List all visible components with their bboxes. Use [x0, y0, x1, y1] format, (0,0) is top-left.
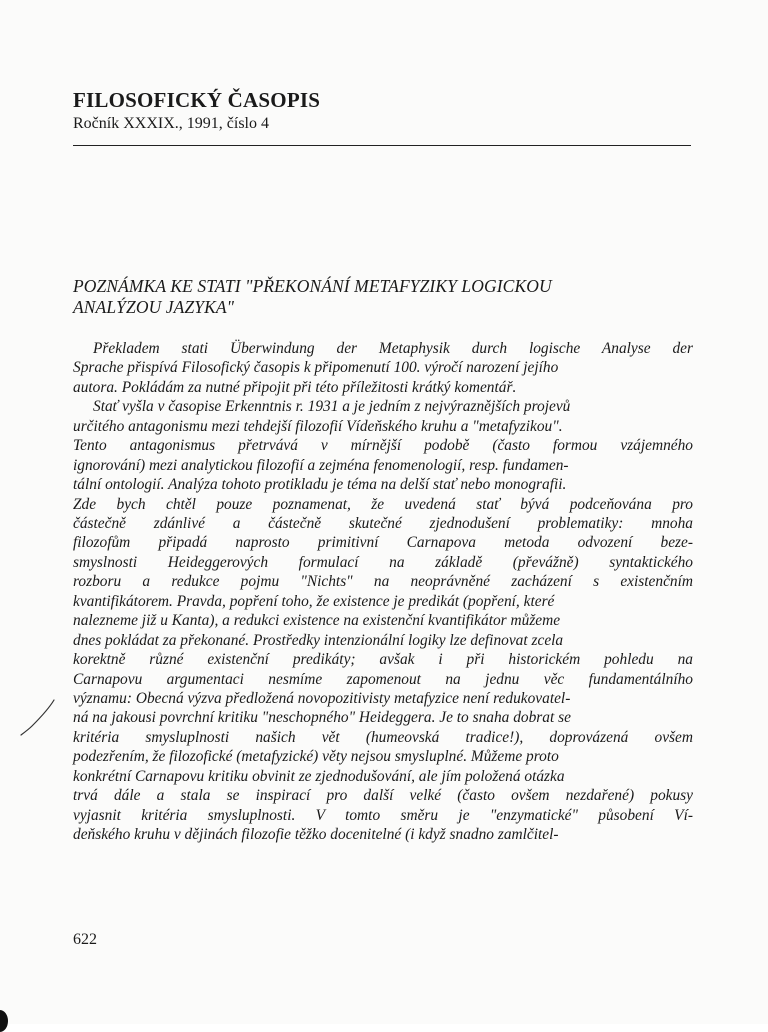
body-line: trvá dále a stala se inspirací pro další velké (často ovšem nezdařené) pokusy — [73, 787, 693, 805]
body-line: kritéria smysluplnosti našich vět (humeovská tradice!), doprovázená ovšem — [73, 728, 693, 746]
body-line: filozofům připadá naprosto primitivní Carnapova metoda odvození beze- — [73, 534, 693, 552]
body-line: Stať vyšla v časopise Erkenntnis r. 1931 a je jedním z nejvýraznějších projevů — [93, 398, 571, 416]
scan-artifact — [0, 1010, 8, 1032]
page-number: 622 — [73, 931, 97, 948]
pencil-margin-mark-icon — [18, 698, 58, 738]
body-line: částečně zdánlivé a částečně skutečné zjednodušení problematiky: mnoha — [73, 515, 693, 533]
body-line: tální ontologií. Analýza tohoto protikladu je téma na delší stať nebo monografii. — [73, 476, 567, 494]
journal-issue: Ročník XXXIX., 1991, číslo 4 — [73, 115, 269, 132]
body-line: vyjasnit kritéria smysluplnosti. V tomto směru je "enzymatické" působení Ví- — [73, 806, 693, 824]
body-line: ná na jakousi povrchní kritiku "neschopného" Heideggera. Je to snaha dobrat se — [73, 709, 571, 727]
body-line: nalezneme již u Kanta), a redukci existence na existenční kvantifikátor můžeme — [73, 612, 561, 630]
body-line: Překladem stati Überwindung der Metaphysik durch logische Analyse der — [93, 340, 693, 357]
body-line: rozboru a redukce pojmu "Nichts" na neoprávněné zacházení s existenčním — [73, 573, 693, 591]
body-line: Tento antagonismus přetrvává v mírnější podobě (často formou vzájemného — [73, 437, 693, 455]
body-line: korektně různé existenční predikáty; avšak i při historickém pohledu na — [73, 651, 693, 669]
body-line: Sprache přispívá Filosofický časopis k připomenutí 100. výročí narození jejího — [73, 359, 559, 377]
body-line: ignorování) mezi analytickou filozofií a zejména fenomenologií, resp. fundamen- — [73, 456, 569, 474]
article-heading-line: ANALÝZOU JAZYKA" — [73, 297, 235, 317]
body-line: Carnapovu argumentaci nesmíme zapomenout na jednu věc fundamentálního — [73, 670, 693, 688]
article-body — [73, 339, 693, 845]
header-rule — [73, 145, 691, 146]
journal-title: FILOSOFICKÝ ČASOPIS — [73, 88, 321, 112]
article-heading — [73, 276, 693, 318]
body-line: určitého antagonismu mezi tehdejší filozofií Vídeňského kruhu a "metafyzikou". — [73, 417, 563, 435]
body-line: deňského kruhu v dějinách filozofie těžko docenitelné (i když snadno zamlčitel- — [73, 826, 559, 844]
body-line: Zde bych chtěl pouze poznamenat, že uvedená stať bývá podceňována pro — [73, 495, 693, 513]
article-heading-line: POZNÁMKA KE STATI "PŘEKONÁNÍ METAFYZIKY LOGICKOU — [73, 276, 552, 296]
body-line: významu: Obecná výzva předložená novopozitivisty metafyzice není redukovatel- — [73, 690, 571, 708]
body-line: konkrétní Carnapovu kritiku obvinit ze zjednodušování, ale jím položená otázka — [73, 767, 565, 785]
body-line: smyslnosti Heideggerových formulací na základě (převážně) syntaktického — [73, 553, 693, 571]
body-line: dnes pokládat za překonané. Prostředky intenzionální logiky lze definovat zcela — [73, 631, 564, 649]
body-line: kvantifikátorem. Pravda, popření toho, že existence je predikát (popření, které — [73, 592, 555, 610]
body-line: autora. Pokládám za nutné připojit při této příležitosti krátký komentář. — [73, 378, 517, 396]
body-line: podezřením, že filozofické (metafyzické) věty nejsou smysluplné. Můžeme proto — [73, 748, 559, 766]
